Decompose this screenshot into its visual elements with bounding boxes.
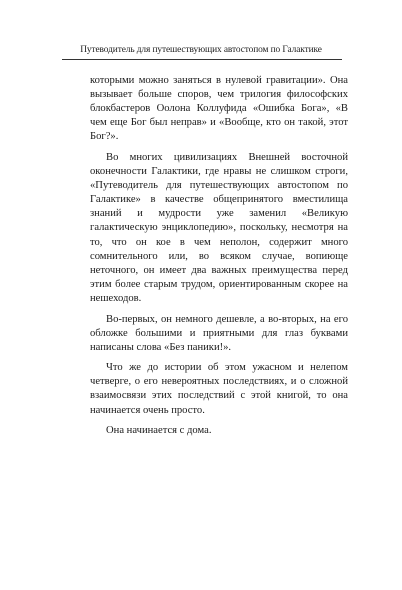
paragraph: Она начинается с дома. <box>106 425 212 437</box>
paragraph: Во многих цивилизациях Внешней восточной оконечности Галактики, где нравы не слишком строги, «Путеводитель для путешествующих автостопом по Галактике» в качестве общепринятого вместилища знаний и мудрости уже заменил «Великую галактическую энциклопедию», поскольку, несмотря на то, что он кое в чем неполон, содержит много сомнительного или, во всяком случае, вопиюще неточного, он имеет два важных преимущества перед этим более старым трудом, ориентированным скорее на нешеходов. <box>90 151 348 304</box>
body-text <box>90 74 348 445</box>
running-head-title: Путеводитель для путешествующих автостопом по Галактике <box>80 45 322 55</box>
paragraph: которыми можно заняться в нулевой гравитации». Она вызывает больше споров, чем трилогия философских блокбастеров Оолона Коллуфида «Ошибка Бога», «В чем еще Бог был неправ» и «Вообще, кто он такой, этот Бог?». <box>90 75 348 143</box>
header-divider <box>62 59 342 60</box>
paragraph: Что же до истории об этом ужасном и нелепом четверге, о его невероятных последствиях, и о сложной взаимосвязи этих последствий с этой книгой, то она начинается очень просто. <box>90 362 348 416</box>
paragraph: Во-первых, он немного дешевле, а во-вторых, на его обложке большими и приятными для глаз буквами написаны слова «Без паники!». <box>90 313 348 353</box>
